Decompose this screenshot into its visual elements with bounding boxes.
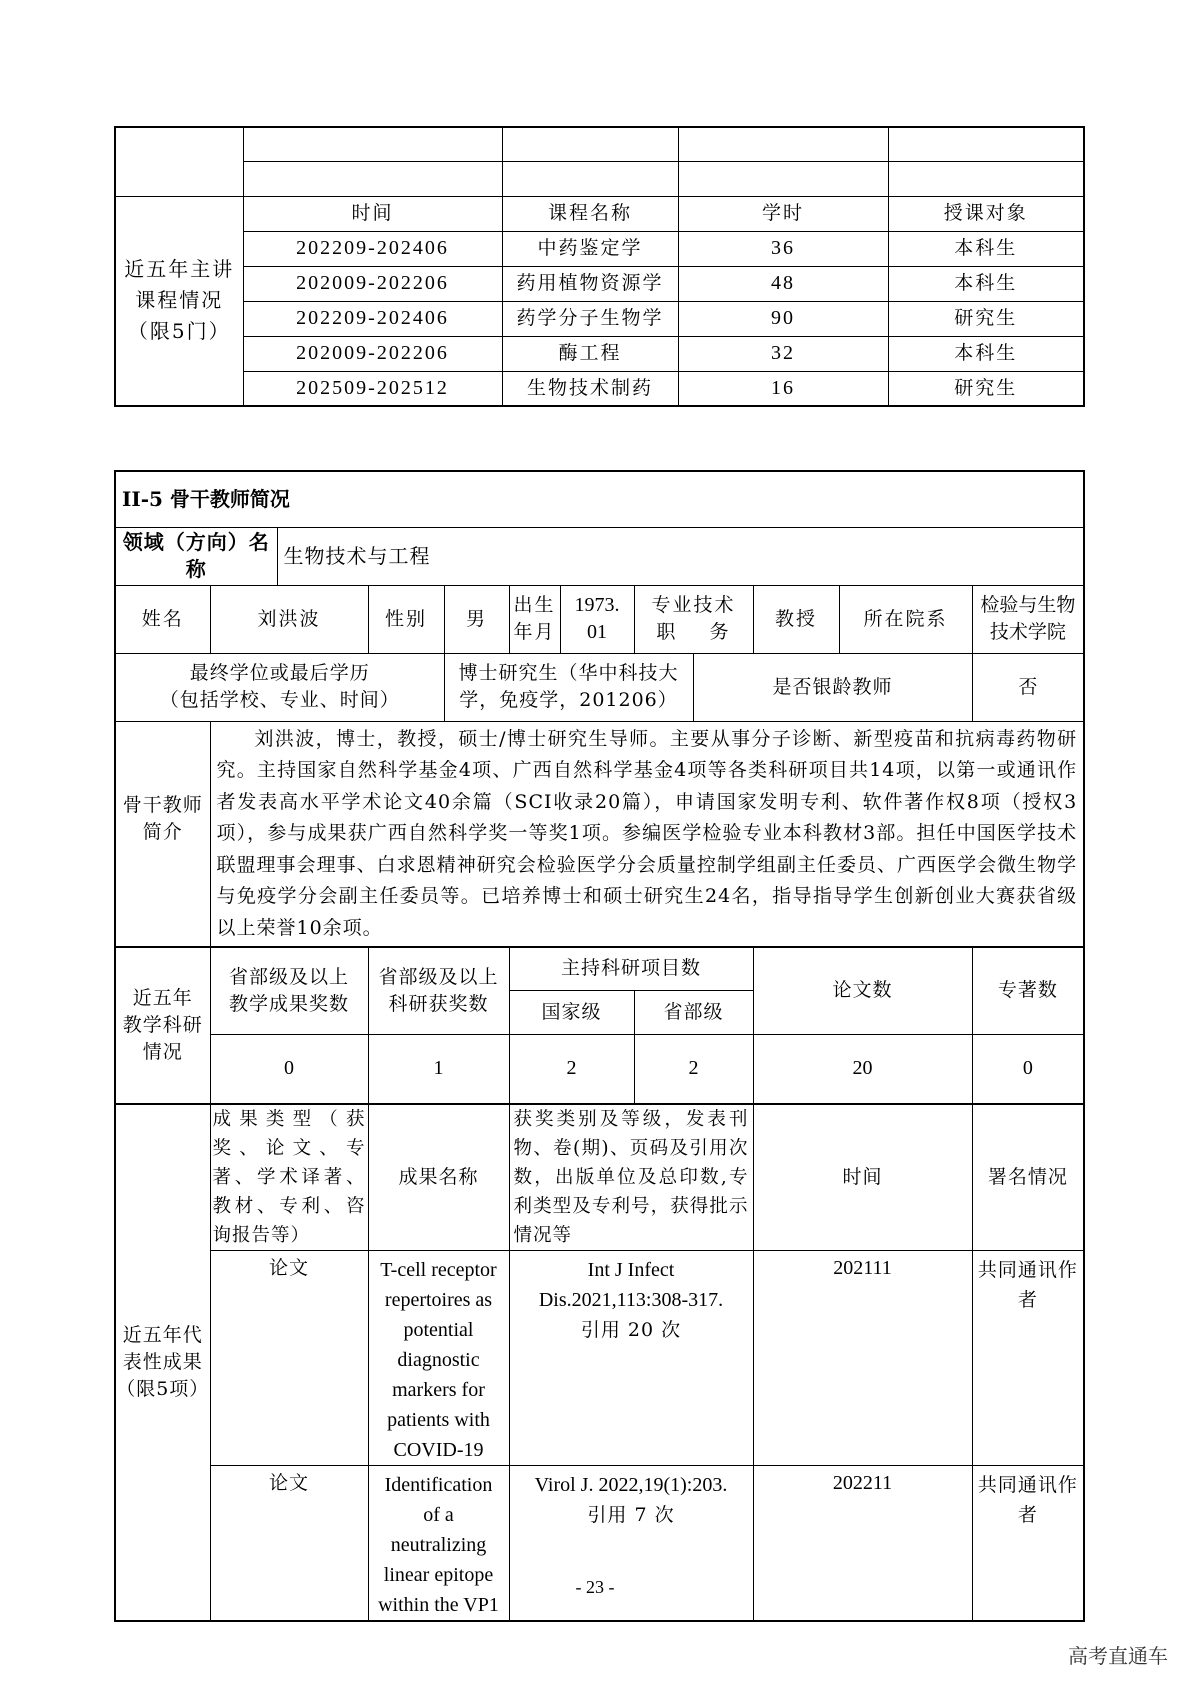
name-header: 成果名称 bbox=[368, 1104, 509, 1251]
profile-label-line: 简介 bbox=[142, 820, 183, 843]
provincial-header: 省部级 bbox=[634, 990, 753, 1034]
title-value: 教授 bbox=[753, 585, 839, 653]
section-title: II-5 骨干教师简况 bbox=[115, 471, 1084, 527]
table-row bbox=[115, 371, 1084, 406]
table-row bbox=[115, 1034, 1084, 1104]
achievement-detail bbox=[509, 1251, 753, 1466]
course-hours: 36 bbox=[678, 231, 888, 266]
course-time: 202209-202406 bbox=[243, 231, 502, 266]
birth-value-line: 1973. bbox=[574, 594, 620, 616]
teach-award-header bbox=[210, 947, 368, 1034]
empty-cell bbox=[502, 127, 678, 161]
research-label-line: 教学科研 bbox=[122, 1014, 203, 1036]
course-section-label bbox=[115, 196, 243, 406]
type-header: 成果类型（获奖、论文、专著、学术译著、教材、专利、咨询报告等） bbox=[210, 1104, 368, 1251]
empty-cell bbox=[502, 161, 678, 196]
achievement-detail-text: Int J Infect Dis.2021,113:308-317. bbox=[538, 1259, 724, 1311]
dept-value-line: 技术学院 bbox=[989, 621, 1066, 643]
research-label-line: 近五年 bbox=[132, 987, 193, 1009]
achievement-name: Identification of a neutralizing linear epitope within the VP1 bbox=[368, 1466, 509, 1622]
empty-cell bbox=[243, 161, 502, 196]
course-target: 本科生 bbox=[888, 231, 1084, 266]
provincial-count: 2 bbox=[634, 1034, 753, 1104]
empty-cell bbox=[888, 161, 1084, 196]
research-section-label bbox=[115, 947, 210, 1104]
header-hours: 学时 bbox=[678, 196, 888, 231]
national-count: 2 bbox=[509, 1034, 634, 1104]
page-number: - 23 - bbox=[575, 1577, 615, 1597]
achievement-type: 论文 bbox=[210, 1466, 368, 1622]
course-name: 药用植物资源学 bbox=[502, 266, 678, 301]
achievement-label-line: 表性成果 bbox=[122, 1351, 203, 1373]
dept-label: 所在院系 bbox=[839, 585, 972, 653]
course-time: 202209-202406 bbox=[243, 301, 502, 336]
papers-count: 20 bbox=[753, 1034, 972, 1104]
degree-label bbox=[115, 653, 444, 721]
course-hours: 32 bbox=[678, 336, 888, 371]
table-row bbox=[115, 266, 1084, 301]
course-name: 中药鉴定学 bbox=[502, 231, 678, 266]
gender-value: 男 bbox=[444, 585, 509, 653]
teacher-profile-table bbox=[114, 470, 1085, 1622]
monographs-count: 0 bbox=[972, 1034, 1084, 1104]
header-time: 时间 bbox=[243, 196, 502, 231]
course-target: 本科生 bbox=[888, 336, 1084, 371]
course-time: 202009-202206 bbox=[243, 336, 502, 371]
teach-award-header-line: 教学成果奖数 bbox=[228, 992, 349, 1015]
dept-value bbox=[972, 585, 1084, 653]
detail-header: 获奖类别及等级，发表刊物、卷(期)、页码及引用次数，出版单位及总印数,专利类型及专利号，获得批示情况等 bbox=[509, 1104, 753, 1251]
profile-label bbox=[115, 721, 210, 947]
course-label-line: （限5门） bbox=[127, 319, 231, 344]
degree-label-line: 最终学位或最后学历 bbox=[189, 662, 370, 684]
teach-award-count: 0 bbox=[210, 1034, 368, 1104]
course-hours: 16 bbox=[678, 371, 888, 406]
table-row bbox=[115, 336, 1084, 371]
papers-header: 论文数 bbox=[753, 947, 972, 1034]
birth-value bbox=[560, 585, 634, 653]
field-value: 生物技术与工程 bbox=[277, 527, 1084, 585]
watermark-text: 高考直通车 bbox=[1068, 1644, 1168, 1668]
achievement-name: T-cell receptor repertoires as potential diagnostic markers for patients with COVID-19 bbox=[368, 1251, 509, 1466]
achievement-detail-text: Virol J. 2022,19(1):203. bbox=[534, 1474, 728, 1496]
course-label-line: 近五年主讲 bbox=[124, 257, 235, 282]
sign-header: 署名情况 bbox=[972, 1104, 1084, 1251]
profile-text: 刘洪波，博士，教授，硕士/博士研究生导师。主要从事分子诊断、新型疫苗和抗病毒药物研究。主持国家自然科学基金4项、广西自然科学基金4项等各类科研项目共14项，以第一或通讯作者发表高水平学术论文40余篇（SCI收录20篇），申请国家发明专利、软件著作权8项（授权3项），参与成果获广西自然科学奖一等奖1项。参编医学检验专业本科教材3部。担任中国医学技术联盟理事会理事、白求恩精神研究会检验医学分会质量控制学组副主任委员、广西医学会微生物学与免疫学分会副主任委员等。已培养博士和硕士研究生24名，指导指导学生创新创业大赛获省级以上荣誉10余项。 bbox=[210, 721, 1084, 947]
achievement-time: 202111 bbox=[753, 1251, 972, 1466]
profile-label-line: 骨干教师 bbox=[122, 793, 203, 816]
sci-award-header-line: 科研获奖数 bbox=[388, 992, 489, 1015]
birth-label bbox=[509, 585, 560, 653]
achievement-section-label bbox=[115, 1104, 210, 1621]
course-label-line: 课程情况 bbox=[135, 288, 224, 313]
sci-award-header bbox=[368, 947, 509, 1034]
course-name: 生物技术制药 bbox=[502, 371, 678, 406]
course-time: 202009-202206 bbox=[243, 266, 502, 301]
achievement-type: 论文 bbox=[210, 1251, 368, 1466]
degree-value: 博士研究生（华中科技大学，免疫学，201206） bbox=[444, 653, 693, 721]
achievement-time: 202211 bbox=[753, 1466, 972, 1622]
empty-cell bbox=[678, 161, 888, 196]
silver-label: 是否银龄教师 bbox=[693, 653, 972, 721]
gender-label: 性别 bbox=[368, 585, 444, 653]
header-target: 授课对象 bbox=[888, 196, 1084, 231]
field-label: 领域（方向）名称 bbox=[115, 527, 277, 585]
achievement-cite: 引用 20 次 bbox=[580, 1319, 682, 1341]
name-value: 刘洪波 bbox=[210, 585, 368, 653]
title-label bbox=[634, 585, 753, 653]
table-row bbox=[115, 301, 1084, 336]
achievement-sign: 共同通讯作者 bbox=[972, 1251, 1084, 1466]
table-row bbox=[115, 1251, 1084, 1466]
time-header: 时间 bbox=[753, 1104, 972, 1251]
empty-cell bbox=[678, 127, 888, 161]
monographs-header: 专著数 bbox=[972, 947, 1084, 1034]
achievement-sign: 共同通讯作者 bbox=[972, 1466, 1084, 1622]
course-hours: 90 bbox=[678, 301, 888, 336]
birth-label-line: 年月 bbox=[513, 621, 556, 643]
course-target: 研究生 bbox=[888, 301, 1084, 336]
header-course-name: 课程名称 bbox=[502, 196, 678, 231]
achievement-label-line: （限5项） bbox=[116, 1378, 210, 1400]
projects-header: 主持科研项目数 bbox=[509, 947, 753, 990]
empty-cell bbox=[888, 127, 1084, 161]
course-target: 研究生 bbox=[888, 371, 1084, 406]
course-name: 药学分子生物学 bbox=[502, 301, 678, 336]
course-time: 202509-202512 bbox=[243, 371, 502, 406]
course-table-prev-label-cell bbox=[115, 127, 243, 196]
course-hours: 48 bbox=[678, 266, 888, 301]
achievement-label-line: 近五年代 bbox=[122, 1324, 203, 1346]
birth-value-line: 01 bbox=[587, 621, 607, 643]
sci-award-header-line: 省部级及以上 bbox=[378, 965, 499, 988]
name-label: 姓名 bbox=[115, 585, 210, 653]
achievement-cite: 引用 7 次 bbox=[587, 1504, 675, 1526]
course-name: 酶工程 bbox=[502, 336, 678, 371]
dept-value-line: 检验与生物 bbox=[980, 594, 1076, 616]
birth-label-line: 出生 bbox=[513, 594, 556, 616]
degree-label-line: （包括学校、专业、时间） bbox=[159, 689, 400, 711]
table-row bbox=[115, 231, 1084, 266]
teach-award-header-line: 省部级及以上 bbox=[228, 965, 349, 988]
research-label-line: 情况 bbox=[142, 1041, 183, 1063]
silver-value: 否 bbox=[972, 653, 1084, 721]
sci-award-count: 1 bbox=[368, 1034, 509, 1104]
national-header: 国家级 bbox=[509, 990, 634, 1034]
empty-cell bbox=[243, 127, 502, 161]
title-label-line: 职 务 bbox=[656, 621, 731, 643]
title-label-line: 专业技术 bbox=[651, 594, 736, 616]
course-table bbox=[114, 126, 1085, 407]
course-target: 本科生 bbox=[888, 266, 1084, 301]
